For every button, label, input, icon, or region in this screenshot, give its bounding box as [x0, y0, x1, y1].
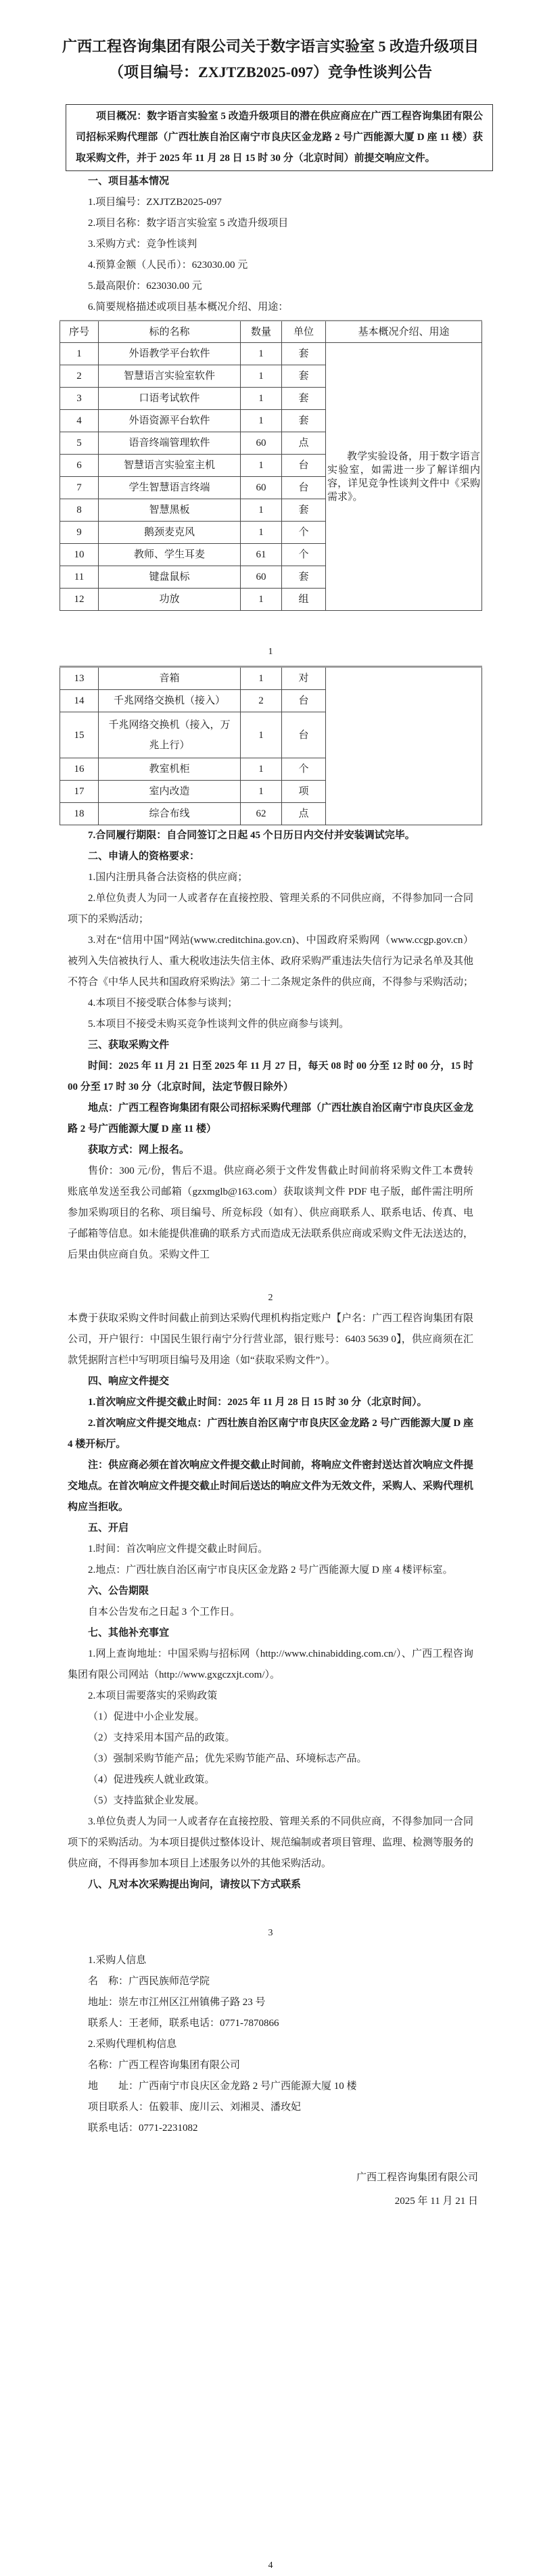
row-no: 5 [60, 432, 99, 455]
signature-block [0, 2166, 541, 2213]
row-no: 3 [60, 388, 99, 410]
row-name: 键盘鼠标 [99, 566, 241, 589]
doc-price-paragraph-part2: 本费于获取采购文件时间截止前到达采购代理机构指定账户【户名：广西工程咨询集团有限公司，开户银行：中国民生银行南宁分行营业部，银行账号：6403 5639 0】，供应商须在汇款凭据附言栏中写明项目编号及用途（如“获取采购文件”）。 [68, 1313, 474, 1366]
section-6-heading: 六、公告期限 [88, 1586, 149, 1596]
row-unit: 套 [282, 388, 326, 410]
row-name: 教室机柜 [99, 758, 241, 781]
row-qty: 62 [241, 803, 282, 825]
row-no: 9 [60, 522, 99, 544]
agent-address-line: 地 址：广西南宁市良庆区金龙路 2 号广西能源大厦 10 楼 [88, 2081, 357, 2092]
agent-name-line: 名称：广西工程咨询集团有限公司 [88, 2060, 241, 2071]
page-number-3: 3 [268, 1928, 273, 1938]
row-name: 学生智慧语言终端 [99, 477, 241, 499]
buyer-info-heading: 1.采购人信息 [88, 1955, 147, 1966]
response-place-line: 2.首次响应文件提交地点：广西壮族自治区南宁市良庆区金龙路 2 号广西能源大厦 D 座 4 楼开标厅。 [68, 1418, 473, 1450]
row-qty: 1 [241, 388, 282, 410]
section-8-heading: 八、凡对本次采购提出询问，请按以下方式联系 [88, 1879, 302, 1890]
row-qty: 1 [241, 712, 282, 758]
project-name-line: 2.项目名称：数字语言实验室 5 改造升级项目 [88, 218, 289, 229]
response-note: 注：供应商必须在首次响应文件提交截止时间前，将响应文件密封送达首次响应文件提交地点。在首次响应文件提交截止时间后送达的响应文件为无效文件，采购人、采购代理机构应当拒收。 [68, 1460, 474, 1513]
agent-phone-line: 联系电话：0771-2231082 [88, 2123, 198, 2134]
section-1-heading: 一、项目基本情况 [88, 176, 170, 187]
qualification-item: 5.本项目不接受未购买竞争性谈判文件的供应商参与谈判。 [88, 1019, 350, 1030]
row-unit: 对 [282, 667, 326, 690]
row-name: 音箱 [99, 667, 241, 690]
conflict-rule-paragraph: 3.单位负责人为同一人或者存在直接控股、管理关系的不同供应商，不得参加同一合同项下的采购活动。为本项目提供过整体设计、规范编制或者项目管理、监理、检测等服务的供应商，不得再参加本项目上述服务以外的其他采购活动。 [68, 1816, 474, 1869]
col-header-unit: 单位 [282, 321, 326, 343]
row-qty: 1 [241, 410, 282, 432]
row-no: 13 [60, 667, 99, 690]
policy-heading-line: 2.本项目需要落实的采购政策 [88, 1690, 218, 1701]
project-overview-box [66, 104, 493, 171]
signature-org: 广西工程咨询集团有限公司 [356, 2172, 478, 2183]
row-qty: 1 [241, 781, 282, 803]
announcement-period-line: 自本公告发布之日起 3 个工作日。 [88, 1607, 241, 1617]
row-name: 综合布线 [99, 803, 241, 825]
row-name: 口语考试软件 [99, 388, 241, 410]
row-unit: 个 [282, 522, 326, 544]
doc-obtain-time: 时间：2025 年 11 月 21 日至 2025 年 11 月 27 日，每天 08 时 00 分至 12 时 00 分，15 时 00 分至 17 时 30 分（北京时间，法定节假日除外） [68, 1061, 473, 1092]
row-unit: 套 [282, 499, 326, 522]
row-unit: 个 [282, 544, 326, 566]
row-name: 语音终端管理软件 [99, 432, 241, 455]
buyer-name-line: 名 称：广西民族师范学院 [88, 1976, 210, 1987]
row-unit: 点 [282, 432, 326, 455]
col-header-desc: 基本概况介绍、用途 [326, 321, 482, 343]
row-no: 14 [60, 690, 99, 712]
items-table-page2 [60, 666, 482, 825]
description-text: 教学实验设备，用于数字语言实验室，如需进一步了解详细内容，详见竞争性谈判文件中《采购需求》。 [327, 451, 480, 503]
qualification-item: 1.国内注册具备合法资格的供应商； [88, 872, 248, 883]
row-unit: 套 [282, 410, 326, 432]
row-name: 外语资源平台软件 [99, 410, 241, 432]
agent-info-heading: 2.采购代理机构信息 [88, 2039, 177, 2050]
row-no: 17 [60, 781, 99, 803]
contact-info-block [68, 1950, 473, 2139]
row-unit: 台 [282, 712, 326, 758]
section-7-heading: 七、其他补充事宜 [88, 1628, 170, 1638]
row-unit: 组 [282, 589, 326, 611]
row-qty: 1 [241, 455, 282, 477]
row-no: 1 [60, 343, 99, 365]
row-no: 18 [60, 803, 99, 825]
doc-obtain-method: 获取方式：网上报名。 [88, 1145, 190, 1155]
row-name: 室内改造 [99, 781, 241, 803]
row-no: 8 [60, 499, 99, 522]
row-qty: 1 [241, 365, 282, 388]
table-header-row [60, 321, 482, 343]
signature-date: 2025 年 11 月 21 日 [394, 2196, 478, 2207]
online-query-line: 1.网上查询地址：中国采购与招标网（http://www.chinabidding.com.cn/）、广西工程咨询集团有限公司网站（http://www.gxgczxjt.com/）。 [68, 1649, 473, 1680]
row-no: 2 [60, 365, 99, 388]
spec-intro-line: 6.简要规格描述或项目基本概况介绍、用途： [88, 302, 289, 313]
qualification-item: 4.本项目不接受联合体参与谈判； [88, 998, 238, 1009]
merged-description-cell [326, 343, 482, 611]
doc-obtain-place: 地点：广西工程咨询集团有限公司招标采购代理部（广西壮族自治区南宁市良庆区金龙路 2 号广西能源大厦 D 座 11 楼） [68, 1103, 474, 1134]
row-qty: 60 [241, 432, 282, 455]
row-no: 6 [60, 455, 99, 477]
row-no: 11 [60, 566, 99, 589]
section-4-heading: 四、响应文件提交 [88, 1376, 170, 1387]
row-name: 功放 [99, 589, 241, 611]
project-overview-text: 项目概况：数字语言实验室 5 改造升级项目的潜在供应商应在广西工程咨询集团有限公司招标采购代理部（广西壮族自治区南宁市良庆区金龙路 2 号广西能源大厦 D 座 11 楼）获取采购文件，并于 2025 年 11 月 28 日 15 时 30 分（北京时间）前提交响应文件。 [76, 111, 483, 164]
row-qty: 1 [241, 667, 282, 690]
row-qty: 1 [241, 343, 282, 365]
policy-item: （1）促进中小企业发展。 [88, 1711, 205, 1722]
row-name: 智慧黑板 [99, 499, 241, 522]
row-no: 16 [60, 758, 99, 781]
buyer-address-line: 地址：崇左市江州区江州镇佛子路 23 号 [88, 1997, 266, 2008]
document-title-line2: （项目编号：ZXJTZB2025-097）竞争性谈判公告 [109, 64, 432, 80]
row-name: 千兆网络交换机（接入） [99, 690, 241, 712]
row-unit: 台 [282, 477, 326, 499]
document-title [0, 0, 541, 85]
section-5-heading: 五、开启 [88, 1523, 129, 1534]
col-header-qty: 数量 [241, 321, 282, 343]
policy-item: （4）促进残疾人就业政策。 [88, 1774, 215, 1785]
col-header-no: 序号 [60, 321, 99, 343]
row-no: 7 [60, 477, 99, 499]
table-row [60, 667, 482, 690]
row-unit: 个 [282, 758, 326, 781]
row-unit: 套 [282, 343, 326, 365]
row-no: 12 [60, 589, 99, 611]
row-unit: 套 [282, 566, 326, 589]
qualification-item: 2.单位负责人为同一人或者存在直接控股、管理关系的不同供应商，不得参加同一合同项下的采购活动； [68, 893, 473, 925]
row-name: 千兆网络交换机（接入，万兆上行） [99, 712, 241, 758]
row-name: 教师、学生耳麦 [99, 544, 241, 566]
price-cap-line: 5.最高限价：623030.00 元 [88, 281, 202, 292]
table-row [60, 343, 482, 365]
row-no: 4 [60, 410, 99, 432]
section-1-basic-info [68, 171, 473, 318]
row-unit: 套 [282, 365, 326, 388]
section-3-heading: 三、获取采购文件 [88, 1040, 170, 1051]
merged-description-cell-empty [326, 667, 482, 825]
row-qty: 1 [241, 499, 282, 522]
document-title-line1: 广西工程咨询集团有限公司关于数字语言实验室 5 改造升级项目 [62, 38, 479, 55]
doc-price-paragraph-part1: 售价：300 元/份，售后不退。供应商必须于文件发售截止时间前将采购文件工本费转账底单发送至我公司邮箱（gzxmglb@163.com）获取谈判文件 PDF 电子版，邮件需注明所参加采购项目的名称、项目编号、所竞标段（如有）、供应商联系人、联系电话、传真、电子邮箱等信息。如未能提供准确的联系方式而造成无法联系供应商或采购文件无法送达的，后果由供应商自负。采购文件工 [68, 1166, 474, 1260]
row-qty: 60 [241, 566, 282, 589]
row-name: 智慧语言实验室主机 [99, 455, 241, 477]
buyer-contact-line: 联系人：王老师，联系电话：0771-7870866 [88, 2018, 279, 2029]
policy-item: （2）支持采用本国产品的政策。 [88, 1732, 235, 1743]
contract-term-line: 7.合同履行期限：自合同签订之日起 45 个日历日内交付并安装调试完毕。 [88, 830, 415, 841]
row-no: 15 [60, 712, 99, 758]
row-qty: 1 [241, 758, 282, 781]
row-unit: 台 [282, 455, 326, 477]
row-qty: 1 [241, 522, 282, 544]
document-body [68, 825, 473, 1266]
row-name: 外语教学平台软件 [99, 343, 241, 365]
policy-item: （3）强制采购节能产品；优先采购节能产品、环境标志产品。 [88, 1753, 367, 1764]
row-qty: 60 [241, 477, 282, 499]
page-number-1: 1 [268, 647, 273, 657]
policy-item: （5）支持监狱企业发展。 [88, 1795, 205, 1806]
project-number-line: 1.项目编号：ZXJTZB2025-097 [88, 197, 222, 208]
row-unit: 点 [282, 803, 326, 825]
row-qty: 61 [241, 544, 282, 566]
row-unit: 项 [282, 781, 326, 803]
qualification-item: 3.对在“信用中国”网站(www.creditchina.gov.cn)、中国政府采购网（www.ccgp.gov.cn）被列入失信被执行人、重大税收违法失信主体、政府采购严重违法失信行为记录名单及其他不符合《中华人民共和国政府采购法》第二十二条规定条件的供应商，不得参与采购活动； [68, 935, 474, 988]
row-no: 10 [60, 544, 99, 566]
items-table-page1 [60, 320, 482, 611]
row-name: 鹅颈麦克风 [99, 522, 241, 544]
row-unit: 台 [282, 690, 326, 712]
response-deadline-line: 1.首次响应文件提交截止时间：2025 年 11 月 28 日 15 时 30 分（北京时间）。 [88, 1397, 427, 1408]
section-2-heading: 二、申请人的资格要求： [88, 851, 200, 862]
opening-time-line: 1.时间：首次响应文件提交截止时间后。 [88, 1544, 268, 1555]
row-name: 智慧语言实验室软件 [99, 365, 241, 388]
page-number-4: 4 [268, 2560, 273, 2571]
agent-contact-line: 项目联系人：伍毅菲、庞川云、刘湘灵、潘玫妃 [88, 2102, 302, 2113]
col-header-name: 标的名称 [99, 321, 241, 343]
procurement-method-line: 3.采购方式：竞争性谈判 [88, 239, 197, 250]
document-body-page3 [68, 1308, 473, 1895]
row-qty: 2 [241, 690, 282, 712]
page-number-2: 2 [268, 1293, 273, 1303]
budget-line: 4.预算金额（人民币）：623030.00 元 [88, 260, 248, 271]
row-qty: 1 [241, 589, 282, 611]
opening-place-line: 2.地点：广西壮族自治区南宁市良庆区金龙路 2 号广西能源大厦 D 座 4 楼评标室。 [88, 1565, 453, 1576]
